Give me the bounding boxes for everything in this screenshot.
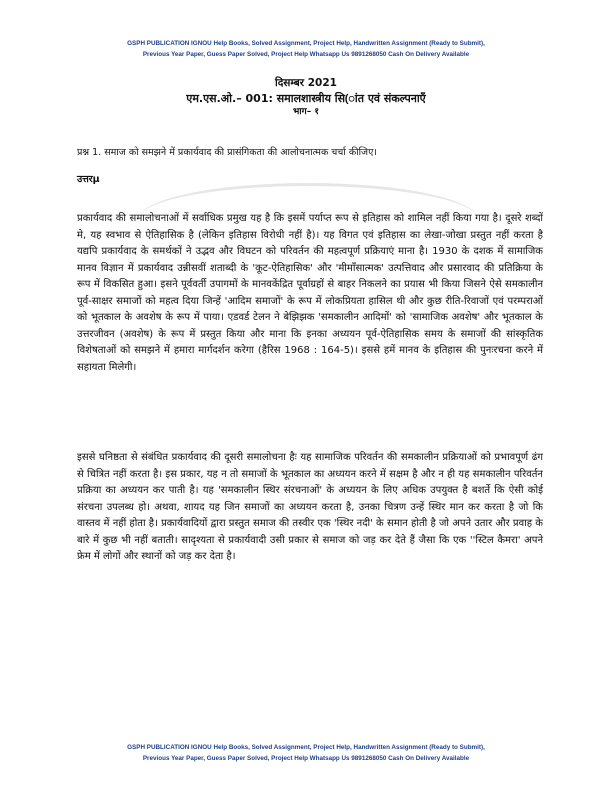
- paragraph-2: इससे घनिष्ठता से संबंधित प्रकार्यवाद की दूसरी समालोचना हैः यह सामाजिक परिवर्तन की समकालीन प्रक्रियाओं को प्रभावपूर्ण ढंग से चित्रित नहीं करता है। इस प्रकार, यह न तो समाजों के भूतकाल का अध्ययन करने में सक्षम है और न ही यह समकालीन परिवर्तन प्रक्रिया का अध्ययन कर पाती है। यह 'समकालीन स्थिर संरचनाओं' के अध्ययन के लिए अधिक उपयुक्त है बशर्ते कि ऐसी कोई संरचना उपलब्ध हो। अथवा, शायद यह जिन समाजों का अध्ययन करता है, उनका चित्रण उन्हें स्थिर मान कर करता है जो कि वास्तव में नहीं होता है। प्रकार्यवादियों द्वारा प्रस्तुत समाज की तस्वीर एक 'स्थिर नदी' के समान होती है जो अपने उतार और प्रवाह के बारे में कुछ भी नहीं बताती। सादृश्यता से प्रकार्यवादी उसी प्रकार से समाज को जड़ कर देते हैं जैसा कि एक ''स्टिल कैमरा' अपने फ्रेम में लोगों और स्थानों को जड़ कर देता है।: [77, 452, 543, 562]
- header-line-2: Previous Year Paper, Guess Paper Solved, Project Help Whatsapp Us 9891268050 Cash On Delivery Available: [142, 51, 470, 58]
- footer-line-1: GSPH PUBLICATION IGNOU Help Books, Solved Assignment, Project Help, Handwritten Assignment (Ready to Submit),: [127, 744, 485, 751]
- part-label: भाग– १: [292, 107, 320, 117]
- paragraph-1: प्रकार्यवाद की समालोचनाओं में सर्वाधिक प्रमुख यह है कि इसमें पर्याप्त रूप से इतिहास को शामिल नहीं किया गया है। दूसरे शब्दों मे, यह स्वभाव से ऐतिहासिक है (लेकिन इतिहास विरोधी नहीं है)। यह विगत एवं इतिहास का लेखा-जोखा प्रस्तुत नहीं करता है यद्यपि प्रकार्यवाद के समर्थकों ने उद्भव और विघटन को परिवर्तन की महत्वपूर्ण प्रक्रियाएं माना है। 1930 के दशक में सामाजिक मानव विज्ञान में प्रकार्यवाद उन्नीसवीं शताब्दी के 'कूट-ऐतिहासिक' और 'मीमाँसात्मक' उत्पत्तिवाद और प्रसारवाद की प्रतिक्रिया के रूप में विकसित हुआ। इसने पूर्ववर्ती उपागमों के मानवकेंद्रित पूर्वाग्रहों से बाहर निकलने का प्रयास भी किया जिसने ऐसे समकालीन पूर्व-साक्षर समाजों को महत्व दिया जिन्हें 'आदिम समाजों' के रूप में लोकप्रियता हासिल थी और कुछ रीति-रिवाजों एवं परम्पराओं को भूतकाल के अवशेष के रूप में पाया। एडवर्ड टेलन ने बेझिझक 'समकालीन आदिमों' को 'सामाजिक अवशेष' और भूतकाल के उत्तरजीवन (अवशेष) के रूप में प्रस्तुत किया और माना कि इनका अध्ययन पूर्व-ऐतिहासिक समय के समाजों की सांस्कृतिक विशेषताओं को समझने में हमारा मार्गदर्शन करेगा (हैरिस 1968 : 164-5)। इससे हमें मानव के इतिहास की पुनःरचना करने में सहायता मिलेगी।: [77, 213, 543, 373]
- page-header: [40, 38, 572, 60]
- answer-body-1: [77, 211, 543, 376]
- page-footer: [40, 742, 572, 764]
- footer-line-2: Previous Year Paper, Guess Paper Solved, Project Help Whatsapp Us 9891268050 Cash On Delivery Available: [142, 755, 470, 762]
- question-text: प्रश्न 1. समाज को समझने में प्रकार्यवाद की प्रासंगिकता की आलोचनात्मक चर्चा कीजिए।: [77, 147, 377, 158]
- title-block: [0, 76, 612, 119]
- answer-body-2: [77, 450, 543, 566]
- header-line-1: GSPH PUBLICATION IGNOU Help Books, Solved Assignment, Project Help, Handwritten Assignment (Ready to Submit),: [127, 40, 485, 47]
- course-title: एम.एस.ओ.– 001: समालशास्त्रीय सि(ांत एवं संकल्पनाएँ: [186, 92, 426, 105]
- exam-date: दिसम्बर 2021: [275, 77, 337, 89]
- answer-label: उत्तरμ: [77, 174, 100, 185]
